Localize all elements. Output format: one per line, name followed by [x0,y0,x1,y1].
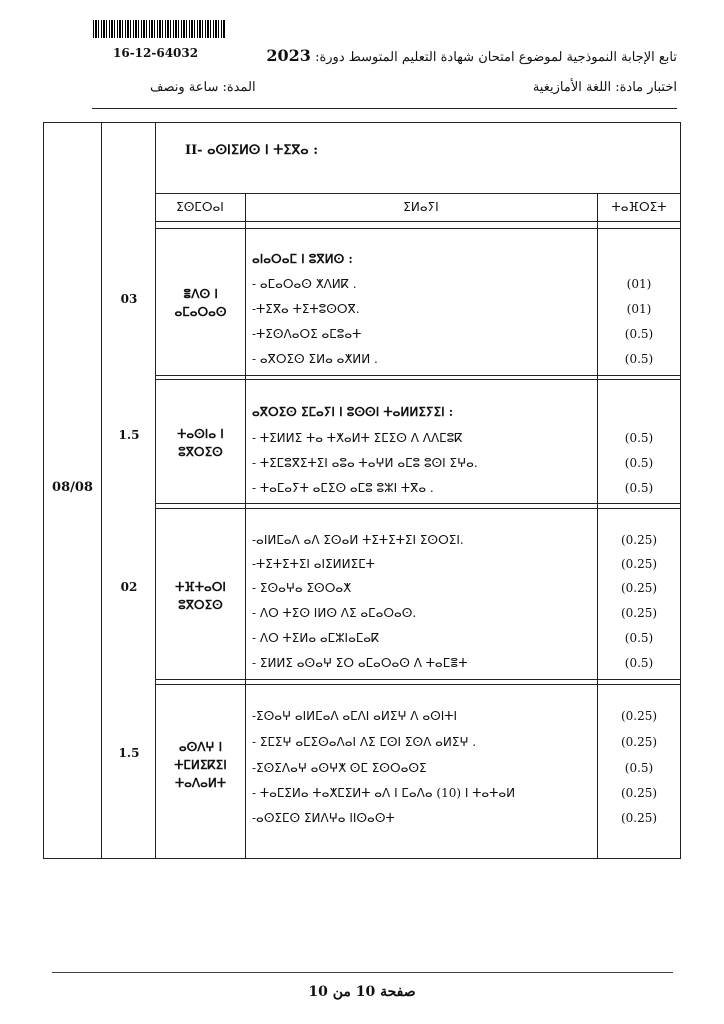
exam-code: 16-12-64032 [113,46,199,60]
section-label-line: ⵜⴰⴷⴰⵍⵜ [174,776,227,790]
section-points: 02 [120,580,138,594]
answer-line: - ⴷⵔ ⵜⵉⵍⴰ ⴰⵎⵣⵏⴰⵎⴰⴽ [252,631,380,645]
table-col-divider [245,193,246,859]
line-score: (0.5) [624,327,654,341]
answer-line: -ⵜⵉⵙⴷⴰⵔⵉ ⴰⵎⵓⴰⵜ [252,327,362,341]
footer-divider [52,972,673,973]
answer-line: -ⵉⵙⵉⴷⴰⵖ ⴰⵙⵖⵅ ⵙⵎ ⵉⵙⵔⴰⵙⵉ [252,761,427,775]
answer-line: - ⵜⵉⵎⵓⴳⵉⵜⵉⵏ ⴰⵓⴰ ⵜⴰⵖⵍ ⴰⵎⵓ ⵓⵙⵏ ⵉⵖⴰ. [252,456,478,470]
answer-line: -ⴰⵏⵍⵎⴰⴷ ⴰⴷ ⵉⵙⴰⵍ ⵜⵉⵜⵉⵜⵉⵏ ⵉⵙⵔⵉⵏ. [252,533,464,547]
line-score: (01) [626,277,652,291]
section-points: 1.5 [118,428,140,442]
answer-line: - ⵜⵉⵍⵍⵉ ⵜⴰ ⵜⵅⴰⵍⵜ ⵉⵎⵉⵙ ⴷ ⴷⴷⵎⵓⴽ [252,431,463,445]
exam-subject: اختبار مادة: اللغة الأمازيغية [532,80,677,95]
column-header-answer: ⵉⵍⴰⵢⵏ [403,200,439,214]
section-points: 03 [120,292,138,306]
page-number: صفحة 10 من 10 [308,984,416,1000]
answer-line: -ⵜⵉⵜⵉⵜⵉⵏ ⴰⵏⵉⵍⵍⵉⵎⵜ [252,557,375,571]
answer-line: - ⵉⵙⴰⵖⴰ ⵉⵙⵔⴰⵅ [252,581,351,595]
line-score: (0.25) [620,709,658,723]
exam-title-text: تابع الإجابة النموذجية لموضوع امتحان شهادة التعليم المتوسط دورة: [315,50,677,65]
answer-line: - ⵉⵎⵉⵖ ⴰⵎⵉⵙⴰⴷⴰⵏ ⴷⵉ ⵎⵙⵏ ⵉⵙⴷ ⴰⵍⵉⵖ . [252,735,477,749]
section-label [156,425,245,461]
answer-line: -ⴰⵙⵉⵎⵙ ⵉⵍⴷⵖⴰ ⵏⵏⵙⴰⵙⵜ [252,811,395,825]
table-row-divider [155,684,681,685]
answer-line: ⴰⵏⴰⵔⴰⵎ ⵏ ⵓⴳⵍⵙ : [252,252,353,266]
table-col-divider [597,193,598,859]
line-score: (0.5) [624,761,654,775]
section-label [156,738,245,792]
section-label-line: ⵓⴳⵔⵉⵙ [178,598,223,612]
line-score: (0.25) [620,811,658,825]
page-total-score: 08/08 [52,480,93,495]
table-row-divider [155,228,681,229]
line-score: (0.5) [624,431,654,445]
line-score: (0.25) [620,606,658,620]
section-label [156,578,245,614]
column-header-element: ⵉⵙⵎⵔⴰⵏ [176,200,224,214]
section-label-line: ⴰⵙⴷⵖ ⵏ [178,740,223,754]
answer-line: - ⵜⴰⵎⴰⵢⵜ ⴰⵎⵉⵙ ⴰⵎⵓ ⵓⵣⵏ ⵜⴳⴰ . [252,481,434,495]
section-points: 1.5 [118,746,140,760]
section-label-line: ⵜⴼⵜⴰⵔⵏ [175,580,226,594]
table-row-divider [155,221,681,222]
line-score: (0.5) [624,352,654,366]
line-score: (0.5) [624,481,654,495]
line-score: (0.25) [620,735,658,749]
section-title: II- ⴰⵙⵏⵉⵍⵙ ⵏ ⵜⵉⴳⴰ : [185,143,319,158]
answer-line: ⴰⴳⵔⵉⵙ ⵉⵎⴰⵢⵏ ⵏ ⵓⵙⵙⵏ ⵜⴰⵍⵍⵉⵢⵉⵏ : [252,405,454,419]
answer-line: - ⴰⵎⴰⵔⴰⵙ ⵅⴷⵍⴽ . [252,277,357,291]
answer-line: -ⵉⵙⴰⵖ ⴰⵏⵍⵎⴰⴷ ⴰⵎⴷⵏ ⴰⵍⵉⵖ ⴷ ⴰⵙⵏⵜⵏ [252,709,458,723]
section-label-line: ⴰⵎⴰⵔⴰⵙ [174,305,227,319]
exam-year: 2023 [266,46,311,65]
line-score: (0.5) [624,656,654,670]
line-score: (0.25) [620,533,658,547]
table-row-divider [155,193,681,194]
column-header-score: ⵜⴰⴼⵔⵉⵜ [611,200,667,214]
section-label-line: ⵜⵎⵍⵉⴽⵉⵏ [174,758,227,772]
table-row-divider [155,379,681,380]
answer-line: - ⴷⵔ ⵜⵉⵙ ⵏⵍⵙ ⴷⵉ ⴰⵎⴰⵔⴰⵙ. [252,606,417,620]
header-divider [92,108,677,109]
answer-line: - ⵉⵍⵍⵉ ⴰⵙⴰⵖ ⵉⵔ ⴰⵎⴰⵔⴰⵙ ⴷ ⵜⴰⵎⴻⵜ [252,656,468,670]
answer-line: - ⴰⴳⵔⵉⵙ ⵉⵍⴰ ⴰⵅⵍⵍ . [252,352,378,366]
section-label-line: ⵓⴳⵔⵉⵙ [178,445,223,459]
table-row-divider [155,679,681,680]
line-score: (0.25) [620,557,658,571]
section-label [156,285,245,321]
line-score: (01) [626,302,652,316]
table-row-divider [155,508,681,509]
section-label-line: ⵜⴰⵙⵏⴰ ⵏ [177,427,224,441]
line-score: (0.5) [624,631,654,645]
answer-line: - ⵜⴰⵎⵉⵍⴰ ⵜⴰⵅⵎⵉⵍⵜ ⴰⴷ ⵏ ⵎⴰⴷⴰ (10) ⵏ ⵜⴰⵜⴰⵍ [252,786,516,800]
line-score: (0.25) [620,581,658,595]
line-score: (0.25) [620,786,658,800]
barcode [93,20,225,38]
table-row-divider [155,503,681,504]
section-label-line: ⴻⴷⵙ ⵏ [183,287,218,301]
exam-duration: المدة: ساعة ونصف [150,80,256,95]
line-score: (0.5) [624,456,654,470]
answer-line: -ⵜⵉⴳⴰ ⵜⵉⵜⵓⵙⵔⴳ. [252,302,360,316]
table-row-divider [155,375,681,376]
exam-title [266,46,677,65]
